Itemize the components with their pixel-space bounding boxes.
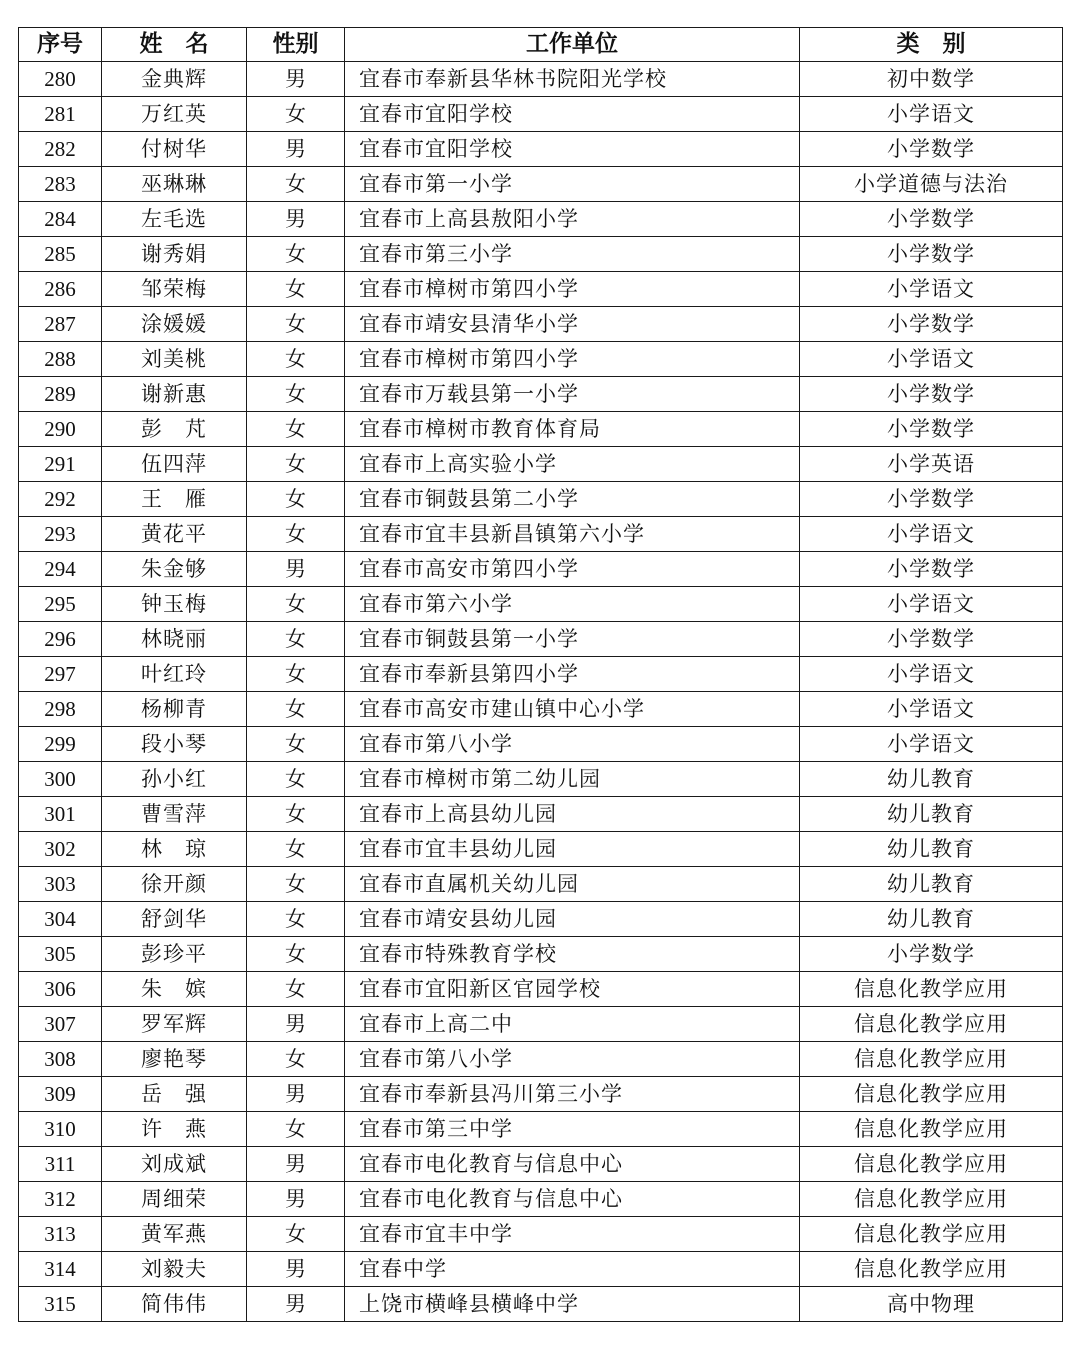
table-row [19, 1042, 1063, 1077]
cell-category: 高中物理 [800, 1287, 1063, 1322]
cell-name: 舒剑华 [102, 902, 247, 937]
cell-number: 280 [19, 62, 102, 97]
cell-category: 小学道德与法治 [800, 167, 1063, 202]
cell-gender: 女 [247, 97, 345, 132]
header-gender: 性别 [247, 28, 345, 62]
table-row [19, 342, 1063, 377]
cell-number: 298 [19, 692, 102, 727]
cell-name: 刘成斌 [102, 1147, 247, 1182]
cell-unit: 宜春市奉新县华林书院阳光学校 [345, 62, 800, 97]
cell-name: 金典辉 [102, 62, 247, 97]
cell-name: 林 琼 [102, 832, 247, 867]
cell-gender: 男 [247, 132, 345, 167]
cell-name: 孙小红 [102, 762, 247, 797]
cell-category: 小学数学 [800, 237, 1063, 272]
cell-category: 小学数学 [800, 412, 1063, 447]
cell-number: 283 [19, 167, 102, 202]
cell-unit: 宜春市靖安县幼儿园 [345, 902, 800, 937]
cell-gender: 男 [247, 1287, 345, 1322]
cell-category: 小学数学 [800, 552, 1063, 587]
cell-number: 310 [19, 1112, 102, 1147]
cell-unit: 宜春市樟树市第二幼儿园 [345, 762, 800, 797]
cell-number: 314 [19, 1252, 102, 1287]
cell-unit: 宜春市樟树市第四小学 [345, 272, 800, 307]
cell-category: 小学语文 [800, 97, 1063, 132]
cell-gender: 女 [247, 657, 345, 692]
cell-unit: 宜春市上高县幼儿园 [345, 797, 800, 832]
cell-gender: 女 [247, 1042, 345, 1077]
cell-name: 曹雪萍 [102, 797, 247, 832]
cell-gender: 女 [247, 727, 345, 762]
cell-gender: 女 [247, 587, 345, 622]
table-row [19, 902, 1063, 937]
cell-unit: 宜春市宜丰县新昌镇第六小学 [345, 517, 800, 552]
table-body [19, 62, 1063, 1322]
cell-unit: 宜春市樟树市第四小学 [345, 342, 800, 377]
cell-name: 万红英 [102, 97, 247, 132]
cell-unit: 宜春市电化教育与信息中心 [345, 1182, 800, 1217]
table-row [19, 657, 1063, 692]
cell-unit: 宜春市上高二中 [345, 1007, 800, 1042]
cell-number: 297 [19, 657, 102, 692]
cell-number: 286 [19, 272, 102, 307]
cell-unit: 宜春市奉新县冯川第三小学 [345, 1077, 800, 1112]
header-row [19, 28, 1063, 62]
cell-gender: 女 [247, 307, 345, 342]
cell-gender: 男 [247, 62, 345, 97]
cell-name: 巫琳琳 [102, 167, 247, 202]
table-row [19, 447, 1063, 482]
table-row [19, 517, 1063, 552]
cell-unit: 宜春市第八小学 [345, 1042, 800, 1077]
table-row [19, 202, 1063, 237]
cell-number: 315 [19, 1287, 102, 1322]
cell-name: 朱金够 [102, 552, 247, 587]
cell-category: 小学数学 [800, 132, 1063, 167]
cell-unit: 宜春市高安市建山镇中心小学 [345, 692, 800, 727]
cell-gender: 男 [247, 1252, 345, 1287]
cell-number: 292 [19, 482, 102, 517]
cell-category: 幼儿教育 [800, 867, 1063, 902]
cell-name: 付树华 [102, 132, 247, 167]
cell-number: 313 [19, 1217, 102, 1252]
cell-category: 小学语文 [800, 692, 1063, 727]
cell-name: 谢秀娟 [102, 237, 247, 272]
cell-unit: 宜春市樟树市教育体育局 [345, 412, 800, 447]
table-row [19, 1287, 1063, 1322]
cell-unit: 宜春中学 [345, 1252, 800, 1287]
cell-category: 小学语文 [800, 342, 1063, 377]
cell-unit: 宜春市上高县敖阳小学 [345, 202, 800, 237]
cell-gender: 男 [247, 1077, 345, 1112]
cell-category: 信息化教学应用 [800, 1042, 1063, 1077]
table-row [19, 167, 1063, 202]
cell-unit: 宜春市靖安县清华小学 [345, 307, 800, 342]
cell-name: 朱 嫔 [102, 972, 247, 1007]
cell-number: 284 [19, 202, 102, 237]
table-row [19, 762, 1063, 797]
cell-category: 小学数学 [800, 482, 1063, 517]
cell-unit: 宜春市宜阳学校 [345, 97, 800, 132]
cell-category: 小学语文 [800, 587, 1063, 622]
table-row [19, 1112, 1063, 1147]
table-row [19, 237, 1063, 272]
cell-name: 左毛选 [102, 202, 247, 237]
cell-gender: 女 [247, 972, 345, 1007]
cell-number: 312 [19, 1182, 102, 1217]
cell-category: 小学数学 [800, 377, 1063, 412]
document-page [18, 27, 1062, 1322]
cell-category: 信息化教学应用 [800, 1252, 1063, 1287]
cell-gender: 女 [247, 1112, 345, 1147]
table-row [19, 867, 1063, 902]
cell-unit: 宜春市直属机关幼儿园 [345, 867, 800, 902]
cell-gender: 男 [247, 552, 345, 587]
cell-name: 钟玉梅 [102, 587, 247, 622]
cell-gender: 女 [247, 517, 345, 552]
cell-category: 小学数学 [800, 937, 1063, 972]
table-row [19, 412, 1063, 447]
table-row [19, 587, 1063, 622]
table-row [19, 1252, 1063, 1287]
table-row [19, 97, 1063, 132]
cell-name: 廖艳琴 [102, 1042, 247, 1077]
table-row [19, 1077, 1063, 1112]
table-row [19, 937, 1063, 972]
cell-number: 303 [19, 867, 102, 902]
cell-name: 杨柳青 [102, 692, 247, 727]
cell-gender: 女 [247, 762, 345, 797]
header-unit: 工作单位 [345, 28, 800, 62]
cell-gender: 女 [247, 937, 345, 972]
cell-number: 305 [19, 937, 102, 972]
cell-unit: 宜春市特殊教育学校 [345, 937, 800, 972]
cell-number: 288 [19, 342, 102, 377]
cell-gender: 女 [247, 167, 345, 202]
cell-unit: 宜春市宜阳新区官园学校 [345, 972, 800, 1007]
cell-number: 291 [19, 447, 102, 482]
cell-name: 段小琴 [102, 727, 247, 762]
cell-name: 刘美桃 [102, 342, 247, 377]
cell-name: 邹荣梅 [102, 272, 247, 307]
cell-gender: 女 [247, 1217, 345, 1252]
cell-number: 289 [19, 377, 102, 412]
cell-number: 287 [19, 307, 102, 342]
cell-name: 许 燕 [102, 1112, 247, 1147]
cell-gender: 女 [247, 342, 345, 377]
cell-unit: 上饶市横峰县横峰中学 [345, 1287, 800, 1322]
cell-unit: 宜春市宜丰中学 [345, 1217, 800, 1252]
cell-gender: 女 [247, 237, 345, 272]
table-row [19, 132, 1063, 167]
table-row [19, 482, 1063, 517]
cell-category: 小学语文 [800, 657, 1063, 692]
cell-number: 295 [19, 587, 102, 622]
cell-number: 290 [19, 412, 102, 447]
cell-number: 311 [19, 1147, 102, 1182]
cell-gender: 女 [247, 447, 345, 482]
cell-unit: 宜春市上高实验小学 [345, 447, 800, 482]
cell-number: 308 [19, 1042, 102, 1077]
cell-category: 信息化教学应用 [800, 972, 1063, 1007]
table-row [19, 1182, 1063, 1217]
cell-name: 谢新惠 [102, 377, 247, 412]
table-row [19, 972, 1063, 1007]
cell-category: 信息化教学应用 [800, 1217, 1063, 1252]
cell-category: 小学英语 [800, 447, 1063, 482]
header-number: 序号 [19, 28, 102, 62]
cell-name: 刘毅夫 [102, 1252, 247, 1287]
cell-category: 小学语文 [800, 272, 1063, 307]
cell-name: 彭珍平 [102, 937, 247, 972]
table-row [19, 622, 1063, 657]
cell-number: 282 [19, 132, 102, 167]
cell-gender: 男 [247, 202, 345, 237]
header-category: 类 别 [800, 28, 1063, 62]
cell-number: 304 [19, 902, 102, 937]
cell-category: 信息化教学应用 [800, 1147, 1063, 1182]
cell-category: 信息化教学应用 [800, 1112, 1063, 1147]
cell-category: 小学语文 [800, 517, 1063, 552]
cell-gender: 男 [247, 1147, 345, 1182]
roster-table [18, 27, 1063, 1322]
cell-name: 徐开颜 [102, 867, 247, 902]
cell-category: 幼儿教育 [800, 902, 1063, 937]
cell-gender: 女 [247, 377, 345, 412]
cell-name: 周细荣 [102, 1182, 247, 1217]
cell-gender: 女 [247, 692, 345, 727]
cell-unit: 宜春市高安市第四小学 [345, 552, 800, 587]
cell-unit: 宜春市万载县第一小学 [345, 377, 800, 412]
cell-number: 294 [19, 552, 102, 587]
cell-name: 罗军辉 [102, 1007, 247, 1042]
cell-number: 299 [19, 727, 102, 762]
cell-category: 初中数学 [800, 62, 1063, 97]
cell-number: 307 [19, 1007, 102, 1042]
table-row [19, 1147, 1063, 1182]
table-row [19, 797, 1063, 832]
cell-number: 285 [19, 237, 102, 272]
cell-unit: 宜春市第三中学 [345, 1112, 800, 1147]
cell-gender: 女 [247, 832, 345, 867]
cell-category: 小学数学 [800, 202, 1063, 237]
cell-category: 信息化教学应用 [800, 1077, 1063, 1112]
cell-category: 信息化教学应用 [800, 1182, 1063, 1217]
header-name: 姓 名 [102, 28, 247, 62]
cell-name: 简伟伟 [102, 1287, 247, 1322]
cell-name: 黄军燕 [102, 1217, 247, 1252]
table-row [19, 377, 1063, 412]
table-row [19, 727, 1063, 762]
cell-name: 涂媛媛 [102, 307, 247, 342]
table-row [19, 1007, 1063, 1042]
cell-gender: 女 [247, 902, 345, 937]
cell-category: 幼儿教育 [800, 797, 1063, 832]
cell-gender: 女 [247, 797, 345, 832]
cell-unit: 宜春市铜鼓县第一小学 [345, 622, 800, 657]
cell-gender: 女 [247, 482, 345, 517]
cell-unit: 宜春市宜丰县幼儿园 [345, 832, 800, 867]
cell-category: 幼儿教育 [800, 762, 1063, 797]
cell-number: 309 [19, 1077, 102, 1112]
table-row [19, 62, 1063, 97]
cell-gender: 男 [247, 1182, 345, 1217]
table-row [19, 272, 1063, 307]
cell-number: 281 [19, 97, 102, 132]
cell-unit: 宜春市第六小学 [345, 587, 800, 622]
cell-number: 302 [19, 832, 102, 867]
cell-name: 岳 强 [102, 1077, 247, 1112]
cell-unit: 宜春市第一小学 [345, 167, 800, 202]
cell-number: 301 [19, 797, 102, 832]
table-row [19, 307, 1063, 342]
cell-number: 296 [19, 622, 102, 657]
table-row [19, 552, 1063, 587]
table-row [19, 1217, 1063, 1252]
cell-unit: 宜春市铜鼓县第二小学 [345, 482, 800, 517]
cell-name: 伍四萍 [102, 447, 247, 482]
cell-name: 彭 芃 [102, 412, 247, 447]
cell-name: 王 雁 [102, 482, 247, 517]
cell-gender: 女 [247, 272, 345, 307]
table-row [19, 832, 1063, 867]
cell-gender: 女 [247, 622, 345, 657]
cell-gender: 女 [247, 867, 345, 902]
cell-category: 小学语文 [800, 727, 1063, 762]
cell-number: 293 [19, 517, 102, 552]
cell-unit: 宜春市第三小学 [345, 237, 800, 272]
cell-unit: 宜春市宜阳学校 [345, 132, 800, 167]
cell-gender: 男 [247, 1007, 345, 1042]
cell-gender: 女 [247, 412, 345, 447]
cell-unit: 宜春市第八小学 [345, 727, 800, 762]
cell-category: 小学数学 [800, 622, 1063, 657]
cell-name: 黄花平 [102, 517, 247, 552]
cell-number: 306 [19, 972, 102, 1007]
cell-unit: 宜春市电化教育与信息中心 [345, 1147, 800, 1182]
cell-name: 叶红玲 [102, 657, 247, 692]
cell-name: 林晓丽 [102, 622, 247, 657]
cell-category: 信息化教学应用 [800, 1007, 1063, 1042]
table-row [19, 692, 1063, 727]
cell-number: 300 [19, 762, 102, 797]
cell-category: 幼儿教育 [800, 832, 1063, 867]
cell-category: 小学数学 [800, 307, 1063, 342]
cell-unit: 宜春市奉新县第四小学 [345, 657, 800, 692]
